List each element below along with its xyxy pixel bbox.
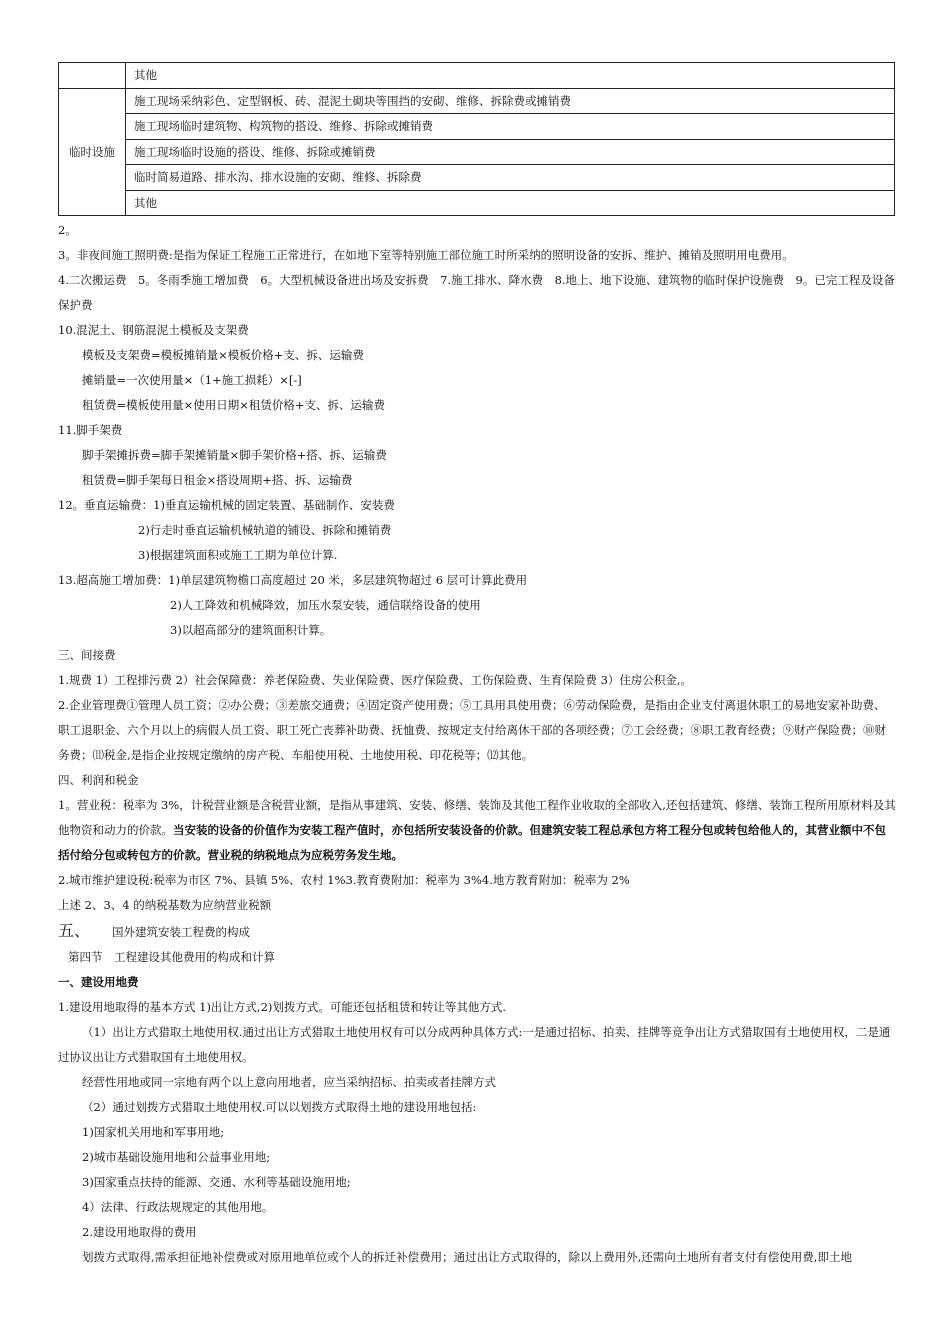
paragraph: 2。 bbox=[58, 223, 77, 237]
paragraph: 10.混泥土、钢筋混泥土模板及支架费 bbox=[58, 323, 249, 337]
paragraph: 经营性用地或同一宗地有两个以上意向用地者，应当采纳招标、拍卖或者挂牌方式 bbox=[82, 1075, 496, 1089]
paragraph-text: 1。营业税：税率为 3%，计税营业额是含税营业额，是指从事建筑、安装、修缮、装饰及其他工程作业收取的全部收入,还包括建筑、修缮、装饰工程所用原材料及其他物资和动力的价款。 bbox=[58, 798, 896, 837]
document-body bbox=[58, 218, 896, 1270]
table-row bbox=[59, 88, 895, 114]
section-heading: 三、间接费 bbox=[58, 648, 116, 662]
list-item: 3)国家重点扶持的能源、交通、水利等基础设施用地; bbox=[82, 1175, 351, 1189]
formula-line: 租赁费=模板使用量×使用日期×租赁价格+支、拆、运输费 bbox=[82, 398, 386, 412]
section-heading: 一、建设用地费 bbox=[58, 975, 139, 989]
bold-text: 当安装的设备的价值作为安装工程产值时，亦包括所安装设备的价款。但建筑安装工程总承包方将工程分包或转包给他人的，其营业额中不包括付给分包或转包方的价款。营业税的纳税地点为应税劳务发生地。 bbox=[58, 823, 886, 862]
paragraph: 划拨方式取得,需承担征地补偿费或对原用地单位或个人的拆迁补偿费用；通过出让方式取得的，除以上费用外,还需向土地所有者支付有偿使用费,即土地 bbox=[82, 1250, 852, 1264]
table-row bbox=[59, 139, 895, 165]
formula-line: 模板及支架费=模板摊销量×模板价格+支、拆、运输费 bbox=[82, 348, 364, 362]
table-row bbox=[59, 165, 895, 191]
table-item-cell: 其他 bbox=[126, 190, 895, 216]
paragraph: 13.超高施工增加费：1)单层建筑物檐口高度超过 20 米，多层建筑物超过 6 层可计算此费用 bbox=[58, 573, 528, 587]
paragraph: 12。垂直运输费：1)垂直运输机械的固定装置、基础制作、安装费 bbox=[58, 498, 395, 512]
list-item: 2)人工降效和机械降效，加压水泵安装，通信联络设备的使用 bbox=[170, 598, 481, 612]
table-item-cell: 其他 bbox=[126, 63, 895, 89]
paragraph: 4.二次搬运费 5。冬雨季施工增加费 6。大型机械设备进出场及安拆费 7.施工排水、降水费 8.地上、地下设施、建筑物的临时保护设施费 9。已完工程及设备保护费 bbox=[58, 273, 895, 312]
list-item: 1)国家机关用地和军事用地; bbox=[82, 1125, 225, 1139]
paragraph: 1.建设用地取得的基本方式 1)出让方式,2)划拨方式。可能还包括租赁和转让等其他方式. bbox=[58, 1000, 507, 1014]
formula-line: 租赁费=脚手架每日租金×搭设周期+搭、拆、运输费 bbox=[82, 473, 353, 487]
section-heading bbox=[58, 918, 896, 945]
paragraph: （1）出让方式猎取土地使用权.通过出让方式猎取土地使用权有可以分成两种具体方式:一是通过招标、拍卖、挂牌等竞争出让方式猎取国有土地使用权，二是通过协议出让方式猎取国有土地使用权。 bbox=[58, 1025, 891, 1064]
table-row bbox=[59, 114, 895, 140]
chapter-heading: 第四节 工程建设其他费用的构成和计算 bbox=[68, 950, 275, 964]
table-item-cell: 施工现场采纳彩色、定型钢板、砖、混泥土砌块等围挡的安砌、维修、拆除费或摊销费 bbox=[126, 88, 895, 114]
list-item: 3)以超高部分的建筑面积计算。 bbox=[170, 623, 332, 637]
table-row bbox=[59, 190, 895, 216]
paragraph: （2）通过划拨方式猎取土地使用权.可以以划拨方式取得土地的建设用地包括: bbox=[82, 1100, 477, 1114]
table-item-cell: 临时简易道路、排水沟、排水设施的安砌、维修、拆除费 bbox=[126, 165, 895, 191]
section-heading: 四、利润和税金 bbox=[58, 773, 139, 787]
paragraph: 2.建设用地取得的费用 bbox=[82, 1225, 197, 1239]
table-item-cell: 施工现场临时设施的搭设、维修、拆除或摊销费 bbox=[126, 139, 895, 165]
table-category-cell bbox=[59, 63, 126, 89]
list-item: 4）法律、行政法规规定的其他用地。 bbox=[82, 1200, 274, 1214]
paragraph: 2.城市维护建设税:税率为市区 7%、县镇 5%、农村 1%3.教育费附加：税率为 3%4.地方教育附加：税率为 2% bbox=[58, 873, 630, 887]
section-title: 国外建筑安装工程费的构成 bbox=[112, 925, 251, 939]
paragraph: 1.规费 1）工程排污费 2）社会保障费：养老保险费、失业保险费、医疗保险费、工伤保险费、生育保险费 3）住房公积金,。 bbox=[58, 673, 693, 687]
list-item: 3)根据建筑面积或施工工期为单位计算. bbox=[138, 548, 338, 562]
paragraph: 上述 2、3、4 的纳税基数为应纳营业税额 bbox=[58, 898, 272, 912]
formula-line: 摊销量=一次使用量×（1+施工损耗）×[-] bbox=[82, 373, 302, 387]
section-number: 五、 bbox=[58, 921, 91, 940]
list-item: 2)城市基础设施用地和公益事业用地; bbox=[82, 1150, 271, 1164]
paragraph bbox=[58, 793, 896, 868]
formula-line: 脚手架摊拆费=脚手架摊销量×脚手架价格+搭、拆、运输费 bbox=[82, 448, 387, 462]
cost-table bbox=[58, 62, 895, 216]
table-row bbox=[59, 63, 895, 89]
paragraph: 2.企业管理费①管理人员工资；②办公费；③差旅交通费；④固定资产使用费；⑤工具用具使用费；⑥劳动保险费，是指由企业支付离退休职工的易地安家补助费、职工退职金、六个月以上的病假人员工资、职工死亡丧葬补助费、抚恤费、按规定支付给离休干部的各项经费；⑦工会经费；⑧职工教育经费；⑨财产保险费；⑩财务费；⑾税金,是指企业按规定缴纳的房产税、车船使用税、土地使用税、印花税等；⑿其他。 bbox=[58, 698, 886, 762]
table-item-cell: 施工现场临时建筑物、构筑物的搭设、维修、拆除或摊销费 bbox=[126, 114, 895, 140]
table-category-cell: 临时设施 bbox=[59, 88, 126, 216]
paragraph: 11.脚手架费 bbox=[58, 423, 123, 437]
list-item: 2)行走时垂直运输机械轨道的铺设、拆除和摊销费 bbox=[138, 523, 392, 537]
paragraph: 3。非夜间施工照明费:是指为保证工程施工正常进行，在如地下室等特别施工部位施工时所采纳的照明设备的安拆、维护、摊销及照明用电费用。 bbox=[58, 248, 794, 262]
